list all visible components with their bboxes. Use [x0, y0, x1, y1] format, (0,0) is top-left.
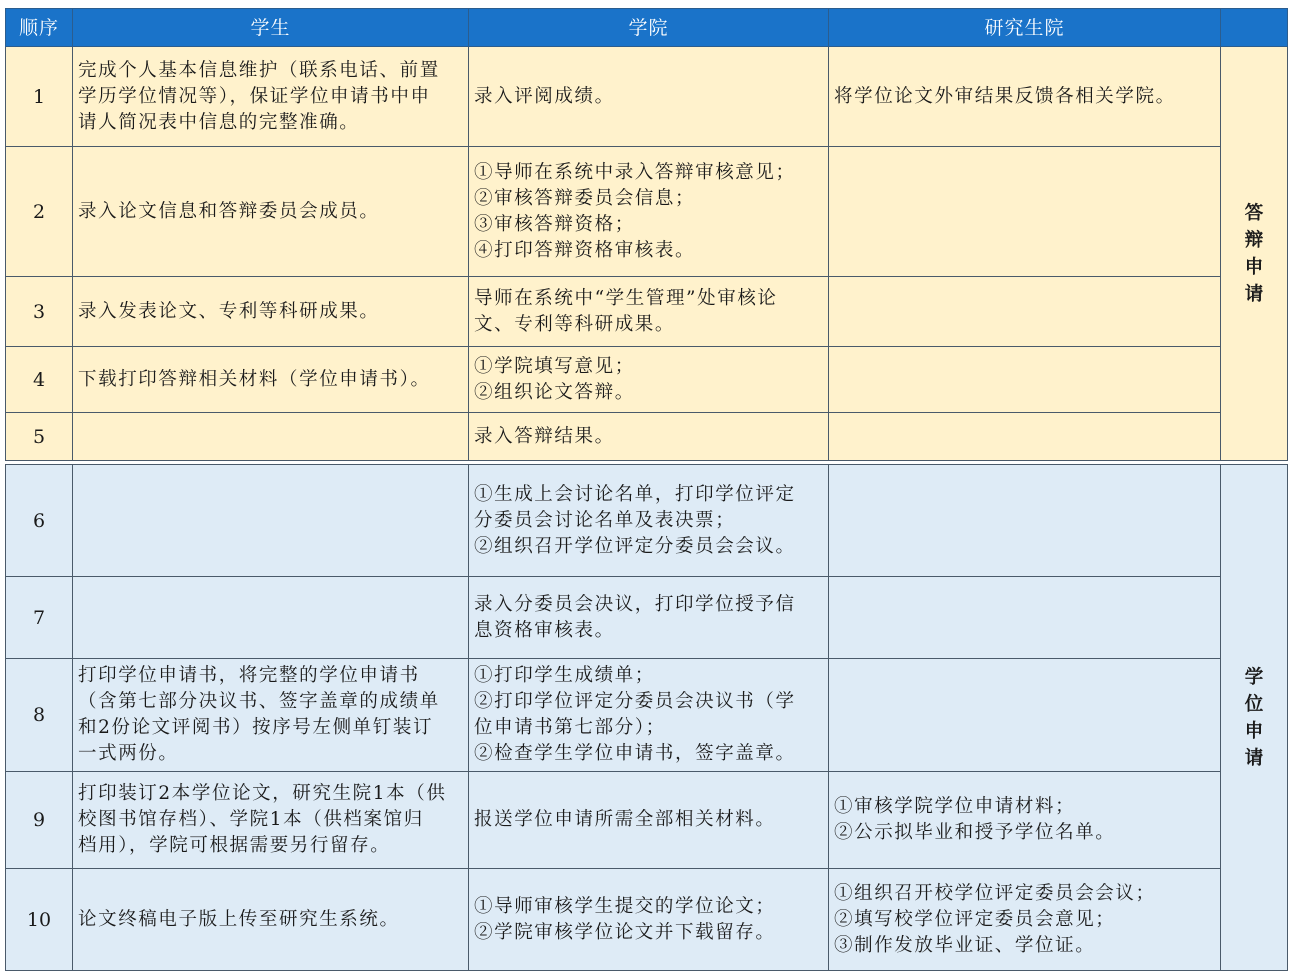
row-number: 5 — [6, 413, 73, 461]
graduate-school-cell — [829, 659, 1221, 772]
student-cell — [73, 465, 469, 577]
college-cell: 录入分委员会决议，打印学位授予信 息资格审核表。 — [469, 577, 829, 659]
row-number: 1 — [6, 47, 73, 147]
graduate-school-cell — [829, 577, 1221, 659]
college-cell: ①导师审核学生提交的学位论文； ②学院审核学位论文并下载留存。 — [469, 869, 829, 971]
student-cell: 录入论文信息和答辩委员会成员。 — [73, 147, 469, 277]
stage-defense-application: 答 辩 申 请 — [1221, 47, 1288, 461]
header-row — [6, 9, 1288, 47]
header-college: 学院 — [469, 9, 829, 47]
student-cell — [73, 413, 469, 461]
college-cell: ①打印学生成绩单； ②打印学位评定分委员会决议书（学 位申请书第七部分）； ②检查学生学位申请书，签字盖章。 — [469, 659, 829, 772]
student-cell: 下载打印答辩相关材料（学位申请书）。 — [73, 347, 469, 413]
student-cell: 完成个人基本信息维护（联系电话、前置 学历学位情况等），保证学位申请书中申 请人简况表中信息的完整准确。 — [73, 47, 469, 147]
row-number: 8 — [6, 659, 73, 772]
table-row — [6, 47, 1288, 147]
graduate-school-cell — [829, 347, 1221, 413]
row-number: 2 — [6, 147, 73, 277]
graduate-school-cell — [829, 277, 1221, 347]
student-cell — [73, 577, 469, 659]
graduate-school-cell: 将学位论文外审结果反馈各相关学院。 — [829, 47, 1221, 147]
graduate-school-cell — [829, 465, 1221, 577]
graduate-school-cell: ①组织召开校学位评定委员会会议； ②填写校学位评定委员会意见； ③制作发放毕业证、学位证。 — [829, 869, 1221, 971]
table-row — [6, 659, 1288, 772]
college-cell: 报送学位申请所需全部相关材料。 — [469, 772, 829, 869]
row-number: 10 — [6, 869, 73, 971]
process-table-container — [5, 8, 1287, 971]
college-cell: 导师在系统中“学生管理”处审核论 文、专利等科研成果。 — [469, 277, 829, 347]
table-row — [6, 772, 1288, 869]
row-number: 3 — [6, 277, 73, 347]
row-number: 7 — [6, 577, 73, 659]
table-row — [6, 869, 1288, 971]
process-table — [5, 8, 1288, 971]
graduate-school-cell — [829, 413, 1221, 461]
header-student: 学生 — [73, 9, 469, 47]
table-row — [6, 465, 1288, 577]
header-graduate-school: 研究生院 — [829, 9, 1221, 47]
college-cell: 录入答辩结果。 — [469, 413, 829, 461]
table-row — [6, 347, 1288, 413]
college-cell: ①学院填写意见； ②组织论文答辩。 — [469, 347, 829, 413]
college-cell: ①导师在系统中录入答辩审核意见； ②审核答辩委员会信息； ③审核答辩资格； ④打印答辩资格审核表。 — [469, 147, 829, 277]
row-number: 9 — [6, 772, 73, 869]
student-cell: 论文终稿电子版上传至研究生系统。 — [73, 869, 469, 971]
graduate-school-cell: ①审核学院学位申请材料； ②公示拟毕业和授予学位名单。 — [829, 772, 1221, 869]
header-order: 顺序 — [6, 9, 73, 47]
row-number: 4 — [6, 347, 73, 413]
student-cell: 打印装订2本学位论文，研究生院1本（供 校图书馆存档）、学院1本（供档案馆归 档用），学院可根据需要另行留存。 — [73, 772, 469, 869]
row-number: 6 — [6, 465, 73, 577]
student-cell: 录入发表论文、专利等科研成果。 — [73, 277, 469, 347]
table-row — [6, 147, 1288, 277]
stage-degree-application: 学 位 申 请 — [1221, 465, 1288, 971]
graduate-school-cell — [829, 147, 1221, 277]
table-row — [6, 413, 1288, 461]
table-row — [6, 277, 1288, 347]
header-stage — [1221, 9, 1288, 47]
student-cell: 打印学位申请书，将完整的学位申请书 （含第七部分决议书、签字盖章的成绩单 和2份论文评阅书）按序号左侧单钉装订 一式两份。 — [73, 659, 469, 772]
college-cell: ①生成上会讨论名单，打印学位评定 分委员会讨论名单及表决票； ②组织召开学位评定分委员会会议。 — [469, 465, 829, 577]
college-cell: 录入评阅成绩。 — [469, 47, 829, 147]
table-row — [6, 577, 1288, 659]
